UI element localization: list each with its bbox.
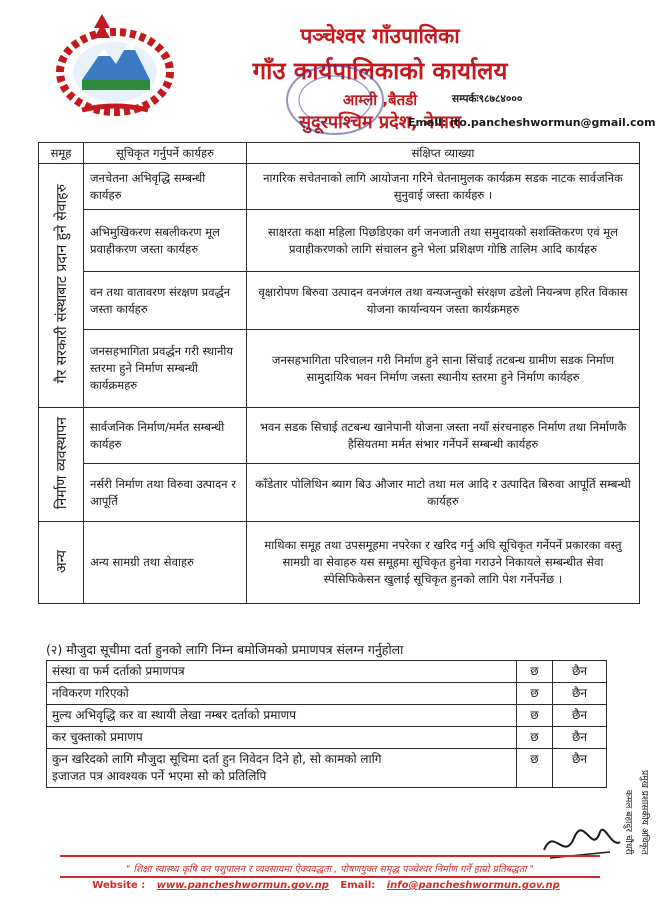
no-option[interactable]: छैन	[553, 683, 607, 705]
category-cell: जनसहभागिता प्रवर्द्धन गरी स्थानीय स्तरमा हुने निर्माण सम्बन्धी कार्यक्रमहरु	[84, 330, 247, 408]
office-stamp-icon	[282, 60, 388, 140]
list-item	[47, 683, 607, 705]
no-option[interactable]: छैन	[553, 661, 607, 683]
description-cell: काँडेतार पोलिथिन ब्याग बिउ औजार माटो तथा मल आदि र उत्पादित बिरुवा आपूर्ति सम्बन्धी कार्यहरु	[247, 464, 640, 522]
description-cell: साक्षरता कक्षा महिला पिछडिएका वर्ग जनजाती तथा समुदायको सशक्तिकरण एवं मूल प्रवाहीकरणको लागि संचालन हुने भेला प्रशिक्षण गोष्ठि तालिम आदि कार्यहरु	[247, 210, 640, 272]
contact-number: सम्पर्कः९८७८४०००	[452, 93, 523, 105]
header-email: Email: ito.pancheshwormun@gmail.com	[408, 116, 656, 129]
nepal-emblem-icon	[52, 10, 178, 120]
document-label: संस्था वा फर्म दर्ताको प्रमाणपत्र	[47, 661, 517, 683]
list-item	[47, 705, 607, 727]
table-row	[39, 210, 640, 272]
table-row	[39, 330, 640, 408]
description-cell: वृक्षारोपण बिरुवा उत्पादन वनजंगल तथा वन्यजन्तुको संरक्षण ढडेलो नियन्त्रण हरित विकास योजना कार्यान्वयन जस्ता कार्यक्रमहरु	[247, 272, 640, 330]
municipality-title: पञ्चेश्वर गाँउपालिका	[300, 24, 460, 48]
documents-checklist	[46, 660, 607, 788]
category-cell: अभिमुखिकरण सबलीकरण मूल प्रवाहीकरण जस्ता कार्यहरु	[84, 210, 247, 272]
no-option[interactable]: छैन	[553, 749, 607, 788]
table-row	[39, 408, 640, 464]
document-label: कर चुक्ताको प्रमाणप	[47, 727, 517, 749]
footer-divider	[60, 855, 600, 857]
section2-title: (२) मौजुदा सूचीमा दर्ता हुनको लागि निम्न बमोजिमको प्रमाणपत्र संलग्न गर्नुहोला	[46, 642, 404, 657]
group-cell	[39, 522, 84, 604]
list-item	[47, 661, 607, 683]
services-table	[38, 142, 640, 604]
no-option[interactable]: छैन	[553, 727, 607, 749]
header-description: संक्षिप्त व्याख्या	[247, 143, 640, 164]
document-label-line1: कुन खरिदको लागि मौजुदा सूचिमा दर्ता हुन निवेदन दिने हो, सो कामको लागि	[52, 752, 382, 766]
footer-divider	[60, 876, 600, 878]
description-cell: जनसहभागिता परिचालन गरी निर्माण हुने साना सिंचाई तटबन्ध ग्रामीण सडक निर्माण सामुदायिक भवन निर्माण जस्ता स्थानीय स्तरमा हुने निर्माण कार्यहरु	[247, 330, 640, 408]
signatory-name: कमल बहादुर चौधरी	[623, 790, 633, 855]
document-label: मुल्य अभिवृद्धि कर वा स्थायी लेखा नम्बर दर्ताको प्रमाणप	[47, 705, 517, 727]
description-cell: भवन सडक सिचाई तटबन्ध खानेपानी योजना जस्ता नयाँ संरचनाहरु निर्माण तथा निर्माणकै हैसियतमा मर्मत संभार गर्नेपर्ने सम्बन्धी कार्यहरु	[247, 408, 640, 464]
province-title: सुदूरपश्चिम प्रदेश, नेपाल	[298, 112, 462, 133]
yes-option[interactable]: छ	[517, 749, 553, 788]
office-title: गाँउ कार्यपालिकाको कार्यालय	[252, 57, 508, 85]
yes-option[interactable]: छ	[517, 661, 553, 683]
table-row	[39, 464, 640, 522]
header-category: सूचिकृत गर्नुपर्ने कार्यहरु	[84, 143, 247, 164]
table-row	[39, 272, 640, 330]
table-row	[39, 522, 640, 604]
footer-slogan: " शिक्षा स्वास्थ्य कृषि वन पशुपालन र व्यवसायमा ऐक्यवद्धता , पोषणयुक्त समृद्ध पञ्चेश्वर निर्माण गर्ने हाम्रो प्रतिबद्धता "	[125, 864, 535, 875]
yes-option[interactable]: छ	[517, 727, 553, 749]
category-cell: अन्य सामग्री तथा सेवाहरु	[84, 522, 247, 604]
group-label-construction: निर्माण व्यवस्थापन	[53, 416, 70, 510]
list-item	[47, 727, 607, 749]
footer-email-link[interactable]: info@pancheshwormun.gov.np	[386, 880, 560, 891]
group-label-other: अन्य	[53, 549, 70, 573]
table-header-row	[39, 143, 640, 164]
footer-links	[60, 880, 600, 891]
category-cell: सार्वजनिक निर्माण/मर्मत सम्बन्धी कार्यहरु	[84, 408, 247, 464]
no-option[interactable]: छैन	[553, 705, 607, 727]
yes-option[interactable]: छ	[517, 683, 553, 705]
header-group: समूह	[39, 143, 84, 164]
group-cell	[39, 164, 84, 408]
office-location: आम्ली ,बैतडी	[342, 91, 418, 109]
description-cell: माथिका समूह तथा उपसमूहमा नपरेका र खरिद गर्नु अघि सूचिकृत गर्नेपर्ने प्रकारका वस्तु सामग्री वा सेवाहरु यस समूहमा सूचिकृत हुनेवा गराउने निकायले सम्बन्धीत सेवा स्पेसिफिकेसन खुलाई सूचिकृत हुनको लागि पेश गर्नेपर्नेछ ।	[247, 522, 640, 604]
signatory-designation: प्रमुख प्रशासकीय अधिकृत	[639, 770, 649, 855]
yes-option[interactable]: छ	[517, 705, 553, 727]
document-label	[47, 749, 517, 788]
document-label: नविकरण गरिएको	[47, 683, 517, 705]
list-item	[47, 749, 607, 788]
website-label: Website :	[92, 880, 146, 891]
description-cell: नागरिक सचेतनाको लागि आयोजना गरिने चेतनामुलक कार्यक्रम सडक नाटक सार्वजनिक सुनुवाई जस्ता कार्यहरु ।	[247, 164, 640, 210]
table-row	[39, 164, 640, 210]
footer-email-label: Email:	[340, 880, 376, 891]
category-cell: वन तथा वातावरण संरक्षण प्रवर्द्धन जस्ता कार्यहरु	[84, 272, 247, 330]
category-cell: नर्सरी निर्माण तथा विरुवा उत्पादन र आपूर्ति	[84, 464, 247, 522]
website-link[interactable]: www.pancheshwormun.gov.np	[156, 880, 329, 891]
category-cell: जनचेतना अभिवृद्धि सम्बन्धी कार्यहरु	[84, 164, 247, 210]
group-cell	[39, 408, 84, 522]
group-label-ngo: गैर सरकारी संस्थाबाट प्रदान हुने सेवाहरु	[53, 184, 70, 384]
document-label-line2: इजाजत पत्र आवश्यक पर्ने भएमा सो को प्रतिलिपि	[52, 769, 267, 783]
